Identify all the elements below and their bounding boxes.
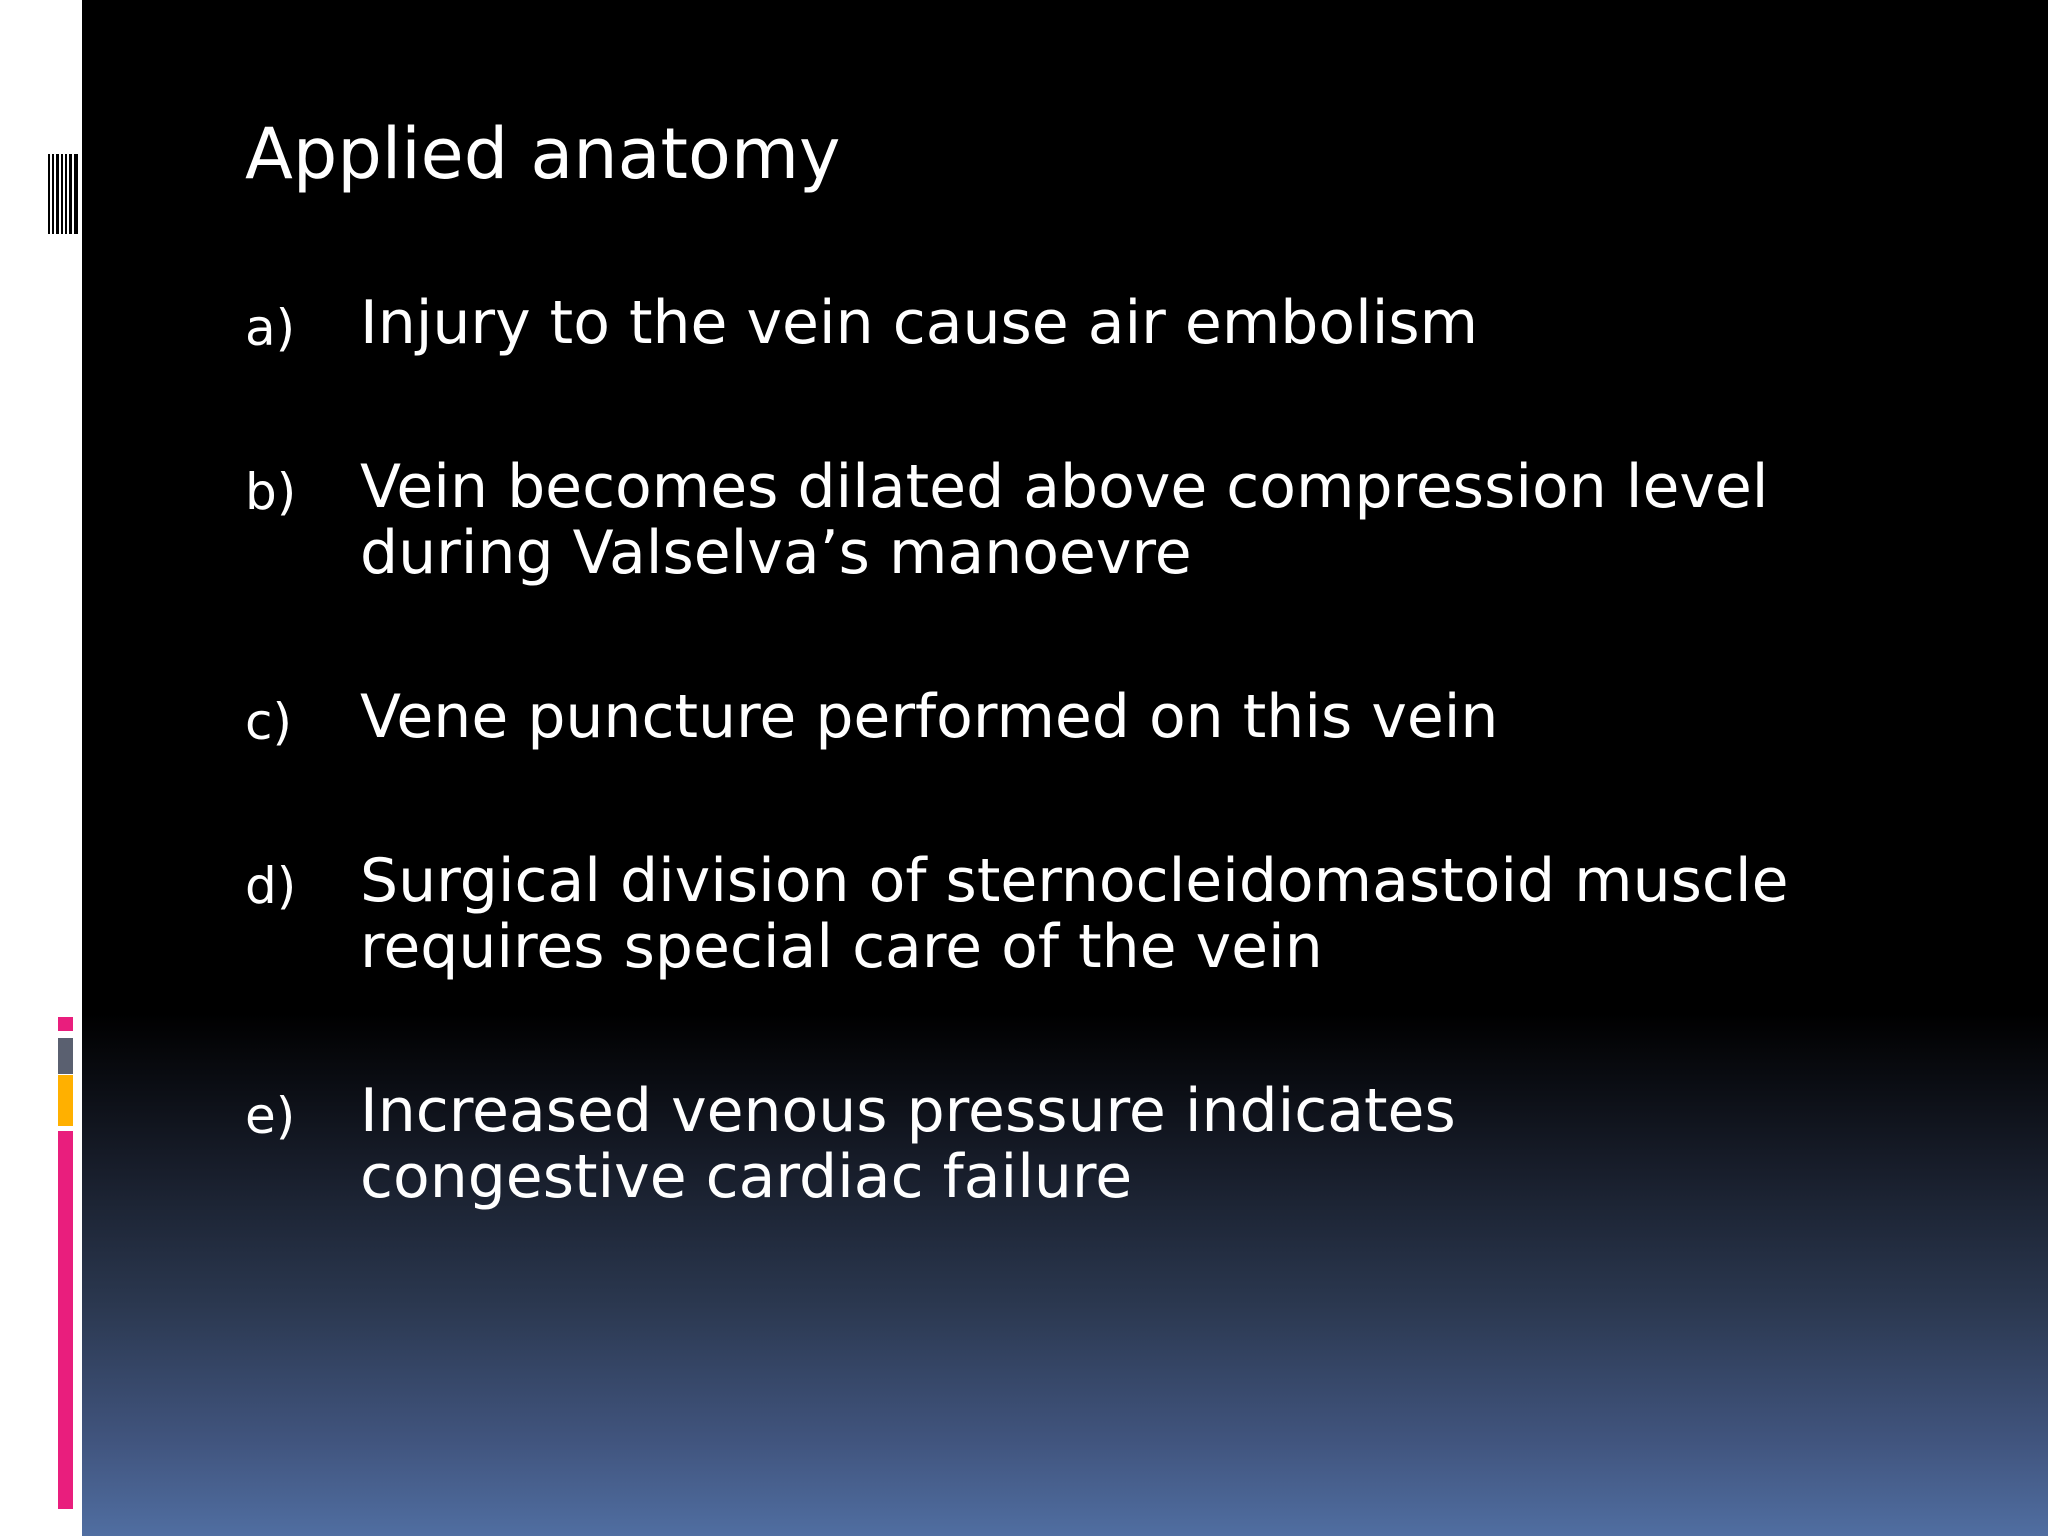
accent-bar-yellow [58,1075,73,1126]
barcode-decoration [48,154,78,234]
accent-bar-pink-top [58,1017,73,1031]
list-item-label: b) [245,463,297,521]
list-item-label: c) [245,693,292,751]
list-item-label: d) [245,857,297,915]
accent-bar-gray [58,1038,73,1074]
list-item-text: Vein becomes dilated above compression level during Valselva’s manoevre [360,452,1769,588]
list-item-text: Injury to the vein cause air embolism [360,288,1479,358]
slide-title: Applied anatomy [245,113,841,195]
list-item-text: Surgical division of sternocleidomastoid muscle requires special care of the vein [360,846,1789,982]
list-item-text: Increased venous pressure indicates congestive cardiac failure [360,1076,1456,1212]
list-item-label: e) [245,1087,296,1145]
left-margin-strip [0,0,82,1536]
list-item-label: a) [245,299,296,357]
list-item-text: Vene puncture performed on this vein [360,682,1499,752]
accent-bar-pink [58,1131,73,1509]
slide-background [82,0,2048,1536]
